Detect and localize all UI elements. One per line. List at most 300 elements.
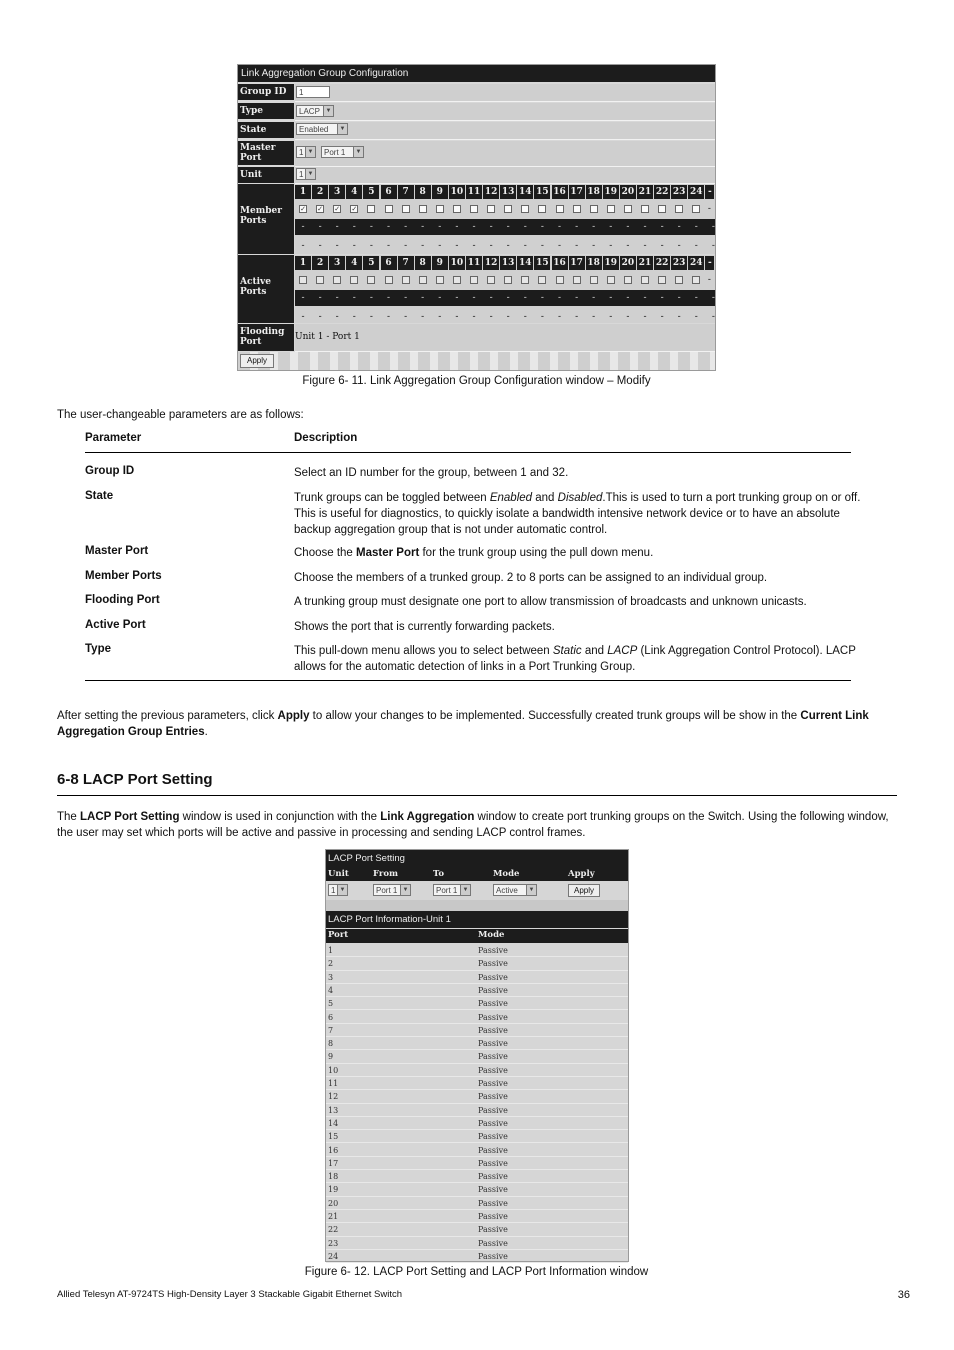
port-mode: Passive bbox=[478, 999, 508, 1009]
state-select[interactable] bbox=[296, 123, 348, 135]
port-mode: Passive bbox=[478, 972, 508, 982]
port-dash: - bbox=[694, 241, 698, 251]
port-mode: Passive bbox=[478, 1052, 508, 1062]
port-mode: Passive bbox=[478, 1225, 508, 1235]
port-checkbox bbox=[590, 276, 598, 284]
port-checkbox bbox=[402, 276, 410, 284]
port-checkbox bbox=[658, 276, 666, 284]
table-row bbox=[326, 1210, 628, 1223]
apply-button[interactable]: Apply bbox=[240, 354, 274, 368]
port-checkbox[interactable] bbox=[453, 205, 461, 213]
table-row bbox=[326, 1223, 628, 1236]
port-dash: - bbox=[404, 222, 408, 232]
port-number: 6 bbox=[328, 1012, 334, 1022]
port-checkbox[interactable]: ✓ bbox=[317, 205, 324, 213]
port-number: 12 bbox=[484, 187, 498, 197]
port-dash: - bbox=[369, 222, 373, 232]
master-unit-select[interactable] bbox=[296, 146, 316, 158]
port-number: 7 bbox=[328, 1025, 334, 1035]
port-dash: - bbox=[711, 312, 715, 322]
port-checkbox[interactable] bbox=[573, 205, 581, 213]
figure2-caption: Figure 6- 12. LACP Port Setting and LACP Port Information window bbox=[304, 1266, 649, 1278]
port-number: 2 bbox=[328, 959, 334, 969]
port-number: - bbox=[705, 185, 714, 199]
port-dash: - bbox=[301, 312, 305, 322]
port-dash: - bbox=[575, 293, 579, 303]
port-dash: - bbox=[523, 312, 527, 322]
table-row bbox=[326, 1037, 628, 1050]
info-col-port: Port bbox=[328, 930, 349, 940]
port-checkbox[interactable] bbox=[436, 205, 444, 213]
port-number: 5 bbox=[328, 999, 334, 1009]
port-checkbox bbox=[487, 276, 495, 284]
after-paragraph: After setting the previous parameters, click Apply to allow your changes to be implemented. Successfully created trunk groups will be show in the Current Link Aggregation Group Entries. bbox=[57, 710, 869, 738]
table-row bbox=[326, 1250, 628, 1263]
table-row bbox=[326, 997, 628, 1010]
info-col-mode: Mode bbox=[478, 930, 505, 940]
port-mode: Passive bbox=[478, 1251, 508, 1261]
port-mode: Passive bbox=[478, 1039, 508, 1049]
port-checkbox[interactable] bbox=[607, 205, 615, 213]
header-parameter: Parameter bbox=[85, 432, 142, 444]
port-dash: - bbox=[540, 222, 544, 232]
port-dash: - bbox=[575, 312, 579, 322]
master-port-select[interactable] bbox=[321, 146, 364, 158]
port-dash: - bbox=[677, 293, 681, 303]
lacp-apply-button[interactable]: Apply bbox=[568, 884, 600, 897]
port-dash: - bbox=[421, 312, 425, 322]
table-row bbox=[326, 1157, 628, 1170]
port-dash: - bbox=[609, 293, 613, 303]
port-number: 18 bbox=[587, 258, 600, 268]
port-dash: - bbox=[711, 241, 715, 251]
port-checkbox bbox=[436, 276, 444, 284]
port-number: 1 bbox=[328, 946, 334, 955]
port-dash: - bbox=[592, 222, 596, 232]
port-checkbox[interactable] bbox=[367, 205, 375, 213]
port-checkbox[interactable] bbox=[419, 205, 427, 213]
port-dash: - bbox=[557, 293, 562, 303]
param-name: Group ID bbox=[85, 465, 135, 477]
table-row bbox=[326, 1117, 628, 1130]
port-checkbox[interactable] bbox=[402, 205, 410, 213]
col-unit: Unit bbox=[328, 869, 349, 879]
lacp-window-title: LACP Port Setting bbox=[326, 850, 628, 868]
port-number: 11 bbox=[467, 187, 481, 197]
port-number: 24 bbox=[690, 258, 703, 268]
port-dash: - bbox=[557, 312, 562, 322]
port-checkbox[interactable]: ✓ bbox=[334, 205, 341, 213]
port-dash: - bbox=[609, 241, 613, 251]
port-number: 18 bbox=[587, 187, 600, 197]
port-checkbox[interactable] bbox=[504, 205, 512, 213]
port-mode: Passive bbox=[478, 1092, 508, 1102]
table-row bbox=[326, 1170, 628, 1183]
port-number: 2 bbox=[312, 185, 328, 199]
port-dash: - bbox=[369, 312, 373, 322]
port-number: 5 bbox=[363, 256, 379, 270]
port-dash: - bbox=[318, 293, 322, 303]
port-dash: - bbox=[335, 222, 339, 232]
table-row bbox=[326, 1197, 628, 1210]
port-number: 16 bbox=[328, 1145, 339, 1155]
port-checkbox[interactable]: ✓ bbox=[351, 205, 358, 213]
group-id-label: Group ID bbox=[238, 84, 294, 100]
port-checkbox bbox=[316, 276, 324, 284]
port-dash: - bbox=[421, 241, 425, 251]
port-dash: - bbox=[455, 222, 459, 232]
lacp-to-value: Port 1 bbox=[436, 886, 458, 895]
port-dash: - bbox=[455, 312, 459, 322]
port-mode: Passive bbox=[478, 1238, 508, 1248]
port-checkbox bbox=[538, 276, 546, 284]
unit-label: Unit bbox=[238, 167, 294, 183]
port-dash: - bbox=[472, 222, 476, 232]
port-checkbox bbox=[675, 276, 683, 284]
table-row bbox=[326, 1183, 628, 1196]
port-checkbox bbox=[453, 276, 461, 284]
lacp-from-select[interactable] bbox=[373, 884, 411, 896]
type-label: Type bbox=[238, 103, 294, 119]
port-dash: - bbox=[523, 293, 527, 303]
port-number: 5 bbox=[363, 185, 379, 199]
flooding-port-value: Unit 1 - Port 1 bbox=[295, 332, 360, 342]
port-dash: - bbox=[557, 222, 562, 232]
port-checkbox[interactable] bbox=[487, 205, 495, 213]
port-dash: - bbox=[660, 293, 664, 303]
chevron-down-icon: ▼ bbox=[353, 147, 363, 157]
port-number: 16 bbox=[553, 258, 566, 268]
port-number: 19 bbox=[328, 1185, 339, 1195]
port-number: 17 bbox=[570, 187, 583, 197]
port-dash: - bbox=[707, 204, 711, 214]
port-number: 21 bbox=[328, 1212, 339, 1221]
port-dash: - bbox=[369, 241, 373, 251]
port-number: 23 bbox=[672, 258, 686, 268]
chevron-down-icon: ▼ bbox=[305, 147, 315, 157]
port-dash: - bbox=[386, 241, 391, 251]
port-number: 23 bbox=[328, 1238, 339, 1248]
port-mode: Passive bbox=[478, 1185, 508, 1195]
port-checkbox bbox=[385, 276, 393, 284]
port-dash: - bbox=[386, 312, 391, 322]
port-number: 20 bbox=[621, 187, 635, 197]
port-dash: - bbox=[335, 312, 339, 322]
lacp-unit-select[interactable] bbox=[328, 884, 348, 896]
type-value: LACP bbox=[299, 107, 320, 116]
chevron-down-icon: ▼ bbox=[337, 885, 347, 895]
port-number: 17 bbox=[570, 258, 583, 268]
table-row bbox=[326, 1090, 628, 1103]
port-dash: - bbox=[677, 241, 681, 251]
port-number: 9 bbox=[432, 256, 448, 270]
table-row bbox=[326, 1237, 628, 1250]
port-number: 9 bbox=[432, 185, 448, 199]
table-row bbox=[326, 944, 628, 957]
port-mode: Passive bbox=[478, 1145, 508, 1155]
port-dash: - bbox=[472, 293, 476, 303]
master-port-label: Master Port bbox=[238, 141, 294, 165]
port-number: 14 bbox=[519, 187, 532, 197]
table-row bbox=[326, 1104, 628, 1117]
section-paragraph: The LACP Port Setting window is used in conjunction with the Link Aggregation window to create port trunking groups on the Switch. Using the following window, the user may set which ports will be active and passive in processing and sending LACP control frames. bbox=[57, 811, 889, 839]
port-dash: - bbox=[626, 241, 630, 251]
port-dash: - bbox=[404, 241, 408, 251]
flooding-port-label: Flooding Port bbox=[238, 324, 294, 351]
param-name: State bbox=[85, 490, 114, 502]
port-number: 21 bbox=[638, 258, 652, 268]
port-number: 11 bbox=[328, 1079, 339, 1088]
port-dash: - bbox=[660, 312, 664, 322]
port-dash: - bbox=[694, 222, 698, 232]
port-dash: - bbox=[707, 275, 711, 285]
unit-value: 1 bbox=[299, 170, 304, 179]
port-dash: - bbox=[386, 293, 391, 303]
port-dash: - bbox=[301, 222, 305, 232]
lacp-unit-value: 1 bbox=[331, 886, 336, 895]
port-dash: - bbox=[557, 241, 562, 251]
port-number: 3 bbox=[329, 185, 345, 199]
col-mode: Mode bbox=[493, 869, 520, 879]
port-number: 8 bbox=[328, 1039, 334, 1049]
port-dash: - bbox=[335, 241, 339, 251]
port-checkbox[interactable] bbox=[658, 205, 666, 213]
port-number: 4 bbox=[346, 185, 362, 199]
port-checkbox bbox=[419, 276, 427, 284]
port-mode: Passive bbox=[478, 1172, 508, 1182]
port-dash: - bbox=[660, 222, 664, 232]
window-title: Link Aggregation Group Configuration bbox=[238, 65, 715, 82]
chevron-down-icon: ▼ bbox=[526, 885, 536, 895]
port-dash: - bbox=[523, 222, 527, 232]
port-number: 15 bbox=[536, 258, 549, 268]
table-row bbox=[326, 1024, 628, 1037]
port-dash: - bbox=[301, 293, 305, 303]
port-mode: Passive bbox=[478, 959, 508, 969]
port-dash: - bbox=[489, 241, 493, 251]
lacp-to-select[interactable] bbox=[433, 884, 471, 896]
intro-text: The user-changeable parameters are as follows: bbox=[57, 409, 304, 421]
param-name: Master Port bbox=[85, 545, 149, 557]
port-dash: - bbox=[489, 222, 493, 232]
port-number: 7 bbox=[398, 256, 414, 270]
port-checkbox[interactable] bbox=[641, 205, 649, 213]
port-dash: - bbox=[472, 312, 476, 322]
table-row bbox=[326, 971, 628, 984]
port-dash: - bbox=[711, 222, 715, 232]
port-checkbox bbox=[299, 276, 307, 284]
group-id-input[interactable]: 1 bbox=[296, 86, 330, 98]
port-dash: - bbox=[540, 241, 544, 251]
port-dash: - bbox=[694, 312, 698, 322]
port-number: 14 bbox=[328, 1118, 339, 1128]
table-row bbox=[326, 1077, 628, 1090]
port-dash: - bbox=[404, 293, 408, 303]
port-dash: - bbox=[643, 312, 647, 322]
port-dash: - bbox=[335, 293, 339, 303]
lacp-port-setting-window bbox=[325, 849, 629, 1262]
port-checkbox bbox=[521, 276, 529, 284]
port-number: 15 bbox=[328, 1132, 339, 1142]
port-dash: - bbox=[318, 241, 322, 251]
port-checkbox[interactable] bbox=[590, 205, 598, 213]
port-checkbox[interactable] bbox=[470, 205, 478, 213]
param-desc: This pull-down menu allows you to select between Static and LACP (Link Aggregation Control Protocol). LACP allows for the automatic detection of links in a Port Trunking Group. bbox=[294, 645, 856, 673]
param-desc: Select an ID number for the group, between 1 and 32. bbox=[294, 467, 569, 479]
port-dash: - bbox=[352, 222, 356, 232]
port-number: 19 bbox=[604, 187, 618, 197]
port-number: 24 bbox=[328, 1251, 339, 1261]
master-port-value: Port 1 bbox=[324, 148, 346, 157]
port-number: 1 bbox=[295, 185, 311, 199]
port-mode: Passive bbox=[478, 1132, 508, 1142]
port-number: 22 bbox=[328, 1225, 339, 1235]
param-desc: Trunk groups can be toggled between Enabled and Disabled.This is used to turn a port trunking group on or off. This is useful for diagnostics, to quickly isolate a bandwidth intensive network device or to have an absolute backup aggregation group that is not under automatic control. bbox=[294, 492, 861, 536]
table-row bbox=[326, 1011, 628, 1024]
col-to: To bbox=[433, 869, 445, 879]
link-aggregation-window bbox=[237, 64, 716, 371]
param-desc: A trunking group must designate one port to allow transmission of broadcasts and unknown unicasts. bbox=[294, 596, 807, 608]
port-number: 2 bbox=[312, 256, 328, 270]
active-ports-label: Active Ports bbox=[238, 255, 294, 323]
port-checkbox[interactable] bbox=[624, 205, 632, 213]
port-dash: - bbox=[489, 293, 493, 303]
port-number: 11 bbox=[467, 258, 481, 268]
port-checkbox[interactable] bbox=[521, 205, 529, 213]
port-number: 10 bbox=[328, 1065, 339, 1075]
port-dash: - bbox=[318, 222, 322, 232]
unit-select[interactable] bbox=[296, 168, 316, 180]
port-mode: Passive bbox=[478, 1212, 508, 1221]
table-row bbox=[326, 1144, 628, 1157]
port-mode: Passive bbox=[478, 985, 508, 995]
port-dash: - bbox=[592, 241, 596, 251]
port-checkbox bbox=[692, 276, 700, 284]
port-number: 15 bbox=[536, 187, 549, 197]
port-number: 20 bbox=[621, 258, 635, 268]
port-checkbox bbox=[573, 276, 581, 284]
port-dash: - bbox=[352, 312, 356, 322]
parameter-table bbox=[85, 432, 861, 682]
table-row bbox=[326, 1064, 628, 1077]
param-name: Active Port bbox=[85, 619, 146, 631]
port-dash: - bbox=[694, 293, 698, 303]
port-number: 12 bbox=[328, 1092, 339, 1102]
port-number: 6 bbox=[381, 185, 397, 199]
port-number: 24 bbox=[690, 187, 703, 197]
port-checkbox bbox=[556, 276, 564, 284]
port-dash: - bbox=[455, 293, 459, 303]
port-dash: - bbox=[626, 312, 630, 322]
section-heading: 6-8 LACP Port Setting bbox=[57, 771, 213, 788]
port-number: 18 bbox=[328, 1172, 339, 1182]
port-mode: Passive bbox=[478, 1079, 508, 1088]
port-checkbox bbox=[641, 276, 649, 284]
port-dash: - bbox=[540, 312, 544, 322]
port-checkbox[interactable] bbox=[385, 205, 393, 213]
table-row bbox=[326, 984, 628, 997]
port-dash: - bbox=[626, 222, 630, 232]
chevron-down-icon: ▼ bbox=[305, 169, 315, 179]
port-number: 4 bbox=[346, 256, 362, 270]
param-name: Type bbox=[85, 643, 111, 655]
port-mode: Passive bbox=[478, 1118, 508, 1128]
state-value: Enabled bbox=[299, 125, 329, 134]
port-checkbox[interactable] bbox=[538, 205, 546, 213]
chevron-down-icon: ▼ bbox=[460, 885, 470, 895]
port-checkbox bbox=[333, 276, 341, 284]
figure1-caption: Figure 6- 11. Link Aggregation Group Configuration window – Modify bbox=[302, 375, 651, 387]
port-checkbox[interactable] bbox=[556, 205, 564, 213]
port-dash: - bbox=[438, 241, 442, 251]
port-checkbox bbox=[367, 276, 375, 284]
port-number: 13 bbox=[328, 1105, 339, 1115]
port-dash: - bbox=[592, 293, 596, 303]
port-dash: - bbox=[438, 293, 442, 303]
port-dash: - bbox=[609, 312, 613, 322]
param-name: Member Ports bbox=[85, 570, 162, 582]
port-dash: - bbox=[472, 241, 476, 251]
port-number: 13 bbox=[501, 258, 515, 268]
port-number: 8 bbox=[415, 256, 431, 270]
port-dash: - bbox=[609, 222, 613, 232]
port-dash: - bbox=[677, 222, 681, 232]
port-dash: - bbox=[660, 241, 664, 251]
port-dash: - bbox=[455, 241, 459, 251]
port-number: 22 bbox=[655, 187, 669, 197]
port-dash: - bbox=[711, 293, 715, 303]
type-select[interactable] bbox=[296, 105, 334, 117]
port-dash: - bbox=[352, 293, 356, 303]
port-number: 3 bbox=[329, 256, 345, 270]
port-dash: - bbox=[489, 312, 493, 322]
port-dash: - bbox=[643, 222, 647, 232]
port-dash: - bbox=[421, 222, 425, 232]
member-ports-label: Member Ports bbox=[238, 184, 294, 254]
param-desc: Choose the Master Port for the trunk group using the pull down menu. bbox=[294, 547, 654, 559]
lacp-mode-select[interactable] bbox=[493, 884, 537, 896]
port-checkbox[interactable] bbox=[692, 205, 700, 213]
port-dash: - bbox=[369, 293, 373, 303]
col-from: From bbox=[373, 869, 399, 879]
port-checkbox[interactable] bbox=[675, 205, 683, 213]
param-name: Flooding Port bbox=[85, 594, 160, 606]
port-number: 10 bbox=[450, 187, 464, 197]
table-row bbox=[326, 1050, 628, 1063]
port-number: 12 bbox=[484, 258, 498, 268]
port-checkbox[interactable]: ✓ bbox=[300, 205, 306, 213]
port-dash: - bbox=[643, 241, 647, 251]
port-mode: Passive bbox=[478, 946, 508, 955]
param-desc: Choose the members of a trunked group. 2 to 8 ports can be assigned to an individual group. bbox=[294, 572, 768, 584]
port-number: 13 bbox=[501, 187, 515, 197]
port-dash: - bbox=[575, 241, 579, 251]
port-dash: - bbox=[506, 293, 510, 303]
port-dash: - bbox=[506, 312, 510, 322]
port-dash: - bbox=[677, 312, 681, 322]
port-checkbox bbox=[624, 276, 632, 284]
port-dash: - bbox=[643, 293, 647, 303]
port-number: 6 bbox=[381, 256, 397, 270]
port-number: 4 bbox=[328, 985, 334, 995]
port-checkbox bbox=[504, 276, 512, 284]
port-number: 10 bbox=[450, 258, 464, 268]
col-apply: Apply bbox=[568, 869, 595, 879]
port-number: - bbox=[705, 256, 714, 270]
lacp-from-value: Port 1 bbox=[376, 886, 398, 895]
port-dash: - bbox=[626, 293, 630, 303]
page-number: 36 bbox=[897, 1289, 910, 1301]
